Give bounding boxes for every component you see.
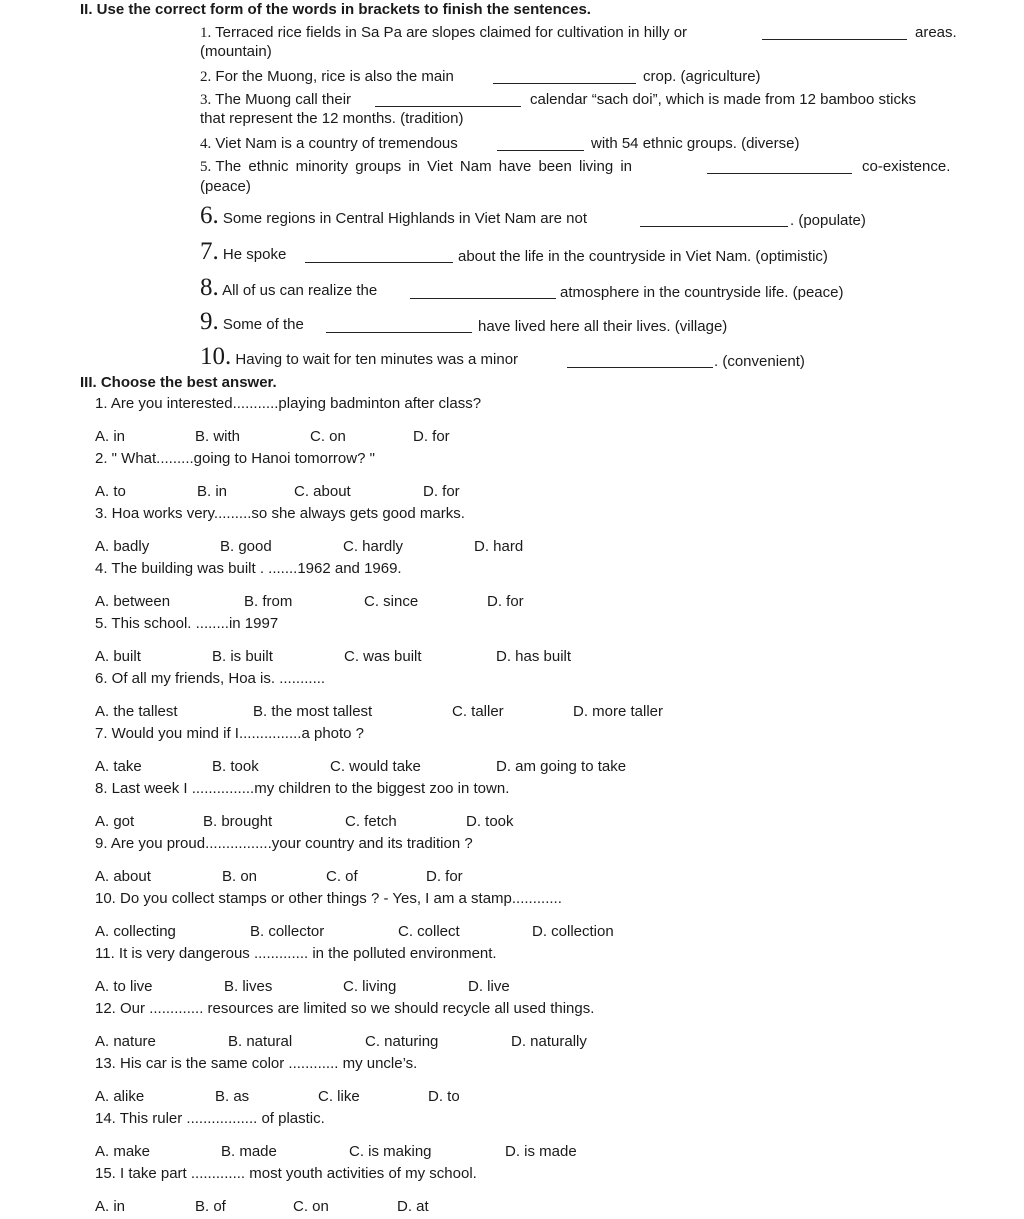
item-number: 10.	[200, 343, 232, 370]
question-14: 14. This ruler ................. of plastic.	[95, 1110, 325, 1127]
option-b[interactable]: B. on	[222, 868, 258, 885]
exercise-item-2	[200, 68, 454, 86]
item-text: Viet Nam is a country of tremendous	[215, 135, 458, 152]
option-d[interactable]: D. for	[413, 428, 450, 445]
question-13: 13. His car is the same color ............ my uncle’s.	[95, 1055, 418, 1072]
option-c[interactable]: C. about	[294, 483, 351, 500]
item-text-after: areas.	[915, 24, 957, 41]
option-b[interactable]: B. collector	[250, 923, 325, 940]
option-a[interactable]: A. built	[95, 648, 141, 665]
option-b[interactable]: B. took	[212, 758, 259, 775]
item-text-after: calendar “sach doi”, which is made from 12 bamboo sticks	[530, 91, 917, 108]
option-b[interactable]: B. good	[220, 538, 272, 555]
item-text: The ethnic minority groups in Viet Nam have been living in	[215, 158, 633, 175]
option-d[interactable]: D. naturally	[511, 1033, 587, 1050]
option-a[interactable]: A. in	[95, 1198, 126, 1215]
question-5: 5. This school. ........in 1997	[95, 615, 279, 632]
option-a[interactable]: A. between	[95, 593, 171, 610]
answer-blank[interactable]	[762, 26, 907, 40]
answer-blank[interactable]	[640, 213, 788, 227]
item-number: 6.	[200, 202, 219, 229]
option-c[interactable]: C. was built	[344, 648, 422, 665]
option-c[interactable]: C. collect	[398, 923, 460, 940]
option-a[interactable]: A. the tallest	[95, 703, 178, 720]
item-number: 8.	[200, 274, 219, 301]
item-number: 4.	[200, 136, 212, 152]
option-b[interactable]: B. lives	[224, 978, 273, 995]
answer-blank[interactable]	[305, 249, 453, 263]
option-d[interactable]: D. for	[487, 593, 524, 610]
option-d[interactable]: D. is made	[505, 1143, 577, 1160]
option-c[interactable]: C. of	[326, 868, 358, 885]
item-number: 2.	[200, 69, 212, 85]
option-c[interactable]: C. on	[293, 1198, 329, 1215]
item-text: Having to wait for ten minutes was a minor	[235, 351, 519, 368]
exercise-item-3	[200, 91, 351, 109]
option-b[interactable]: B. as	[215, 1088, 250, 1105]
option-c[interactable]: C. living	[343, 978, 397, 995]
option-d[interactable]: D. for	[423, 483, 460, 500]
option-d[interactable]: D. for	[426, 868, 463, 885]
section-2-title: II. Use the correct form of the words in brackets to finish the sentences.	[80, 1, 591, 18]
option-a[interactable]: A. take	[95, 758, 142, 775]
item-text: He spoke	[222, 246, 287, 263]
question-12: 12. Our ............. resources are limited so we should recycle all used things.	[95, 1000, 595, 1017]
option-a[interactable]: A. make	[95, 1143, 151, 1160]
option-a[interactable]: A. alike	[95, 1088, 145, 1105]
option-d[interactable]: D. more taller	[573, 703, 664, 720]
question-6: 6. Of all my friends, Hoa is. ...........	[95, 670, 326, 687]
option-d[interactable]: D. at	[397, 1198, 429, 1215]
exercise-item-1	[200, 24, 687, 42]
item-hint: (mountain)	[200, 43, 272, 60]
item-number: 9.	[200, 308, 219, 335]
option-d[interactable]: D. hard	[474, 538, 524, 555]
option-c[interactable]: C. naturing	[365, 1033, 439, 1050]
option-d[interactable]: D. took	[466, 813, 514, 830]
item-text-after: atmosphere in the countryside life. (peace)	[560, 284, 844, 301]
option-c[interactable]: C. fetch	[345, 813, 397, 830]
item-text: Terraced rice fields in Sa Pa are slopes claimed for cultivation in hilly or	[215, 24, 688, 41]
question-2: 2. " What.........going to Hanoi tomorrow? "	[95, 450, 375, 467]
question-1: 1. Are you interested...........playing badminton after class?	[95, 395, 482, 412]
option-d[interactable]: D. has built	[496, 648, 572, 665]
option-b[interactable]: B. natural	[228, 1033, 293, 1050]
answer-blank[interactable]	[707, 160, 852, 174]
option-a[interactable]: A. to	[95, 483, 126, 500]
item-text-after: with 54 ethnic groups. (diverse)	[591, 135, 800, 152]
item-text: The Muong call their	[215, 91, 352, 108]
question-11: 11. It is very dangerous ............. in the polluted environment.	[95, 945, 497, 962]
question-7: 7. Would you mind if I...............a photo ?	[95, 725, 365, 742]
section-3-title: III. Choose the best answer.	[80, 374, 277, 391]
item-hint: (peace)	[200, 178, 251, 195]
option-b[interactable]: B. of	[195, 1198, 226, 1215]
item-text: For the Muong, rice is also the main	[215, 68, 454, 85]
answer-blank[interactable]	[493, 70, 636, 84]
option-d[interactable]: D. am going to take	[496, 758, 627, 775]
exercise-item-9	[200, 308, 304, 335]
option-b[interactable]: B. with	[195, 428, 241, 445]
option-b[interactable]: B. from	[244, 593, 293, 610]
exercise-item-7	[200, 238, 287, 265]
option-a[interactable]: A. badly	[95, 538, 150, 555]
exercise-item-5	[200, 158, 632, 176]
option-b[interactable]: B. is built	[212, 648, 273, 665]
option-c[interactable]: C. since	[364, 593, 419, 610]
option-d[interactable]: D. collection	[532, 923, 614, 940]
option-b[interactable]: B. made	[221, 1143, 277, 1160]
option-a[interactable]: A. about	[95, 868, 151, 885]
option-a[interactable]: A. in	[95, 428, 126, 445]
exercise-item-4	[200, 135, 458, 153]
question-4: 4. The building was built . .......1962 and 1969.	[95, 560, 402, 577]
item-text-after: . (populate)	[790, 212, 866, 229]
item-number: 3.	[200, 92, 212, 108]
exercise-item-10	[200, 343, 519, 370]
item-number: 5.	[200, 159, 212, 175]
question-9: 9. Are you proud................your country and its tradition ?	[95, 835, 473, 852]
exercise-item-6	[200, 202, 588, 229]
item-text-line2: that represent the 12 months. (tradition)	[200, 110, 464, 127]
item-number: 1.	[200, 25, 212, 41]
answer-blank[interactable]	[375, 93, 521, 107]
option-a[interactable]: A. collecting	[95, 923, 176, 940]
answer-blank[interactable]	[410, 285, 556, 299]
item-text-after: . (convenient)	[714, 353, 805, 370]
option-c[interactable]: C. on	[310, 428, 346, 445]
option-a[interactable]: A. got	[95, 813, 135, 830]
question-15: 15. I take part ............. most youth activities of my school.	[95, 1165, 477, 1182]
answer-blank[interactable]	[567, 354, 713, 368]
item-text-after: have lived here all their lives. (village)	[478, 318, 728, 335]
option-d[interactable]: D. live	[468, 978, 510, 995]
option-c[interactable]: C. like	[318, 1088, 360, 1105]
answer-blank[interactable]	[497, 137, 584, 151]
option-c[interactable]: C. is making	[349, 1143, 432, 1160]
item-text: Some regions in Central Highlands in Viet Nam are not	[222, 210, 588, 227]
item-text: Some of the	[222, 316, 304, 333]
exercise-item-8	[200, 274, 378, 301]
answer-blank[interactable]	[326, 319, 472, 333]
option-b[interactable]: B. brought	[203, 813, 273, 830]
item-text-after: crop. (agriculture)	[643, 68, 761, 85]
question-8: 8. Last week I ...............my children to the biggest zoo in town.	[95, 780, 510, 797]
option-b[interactable]: B. in	[197, 483, 228, 500]
question-10: 10. Do you collect stamps or other things ? - Yes, I am a stamp............	[95, 890, 562, 907]
option-d[interactable]: D. to	[428, 1088, 460, 1105]
option-a[interactable]: A. to live	[95, 978, 153, 995]
item-number: 7.	[200, 238, 219, 265]
item-text-after: about the life in the countryside in Viet Nam. (optimistic)	[458, 248, 828, 265]
question-3: 3. Hoa works very.........so she always gets good marks.	[95, 505, 465, 522]
option-c[interactable]: C. taller	[452, 703, 504, 720]
item-text: All of us can realize the	[222, 282, 378, 299]
option-c[interactable]: C. would take	[330, 758, 421, 775]
option-a[interactable]: A. nature	[95, 1033, 156, 1050]
option-c[interactable]: C. hardly	[343, 538, 404, 555]
item-text-after: co-existence.	[862, 158, 951, 175]
option-b[interactable]: B. the most tallest	[253, 703, 373, 720]
